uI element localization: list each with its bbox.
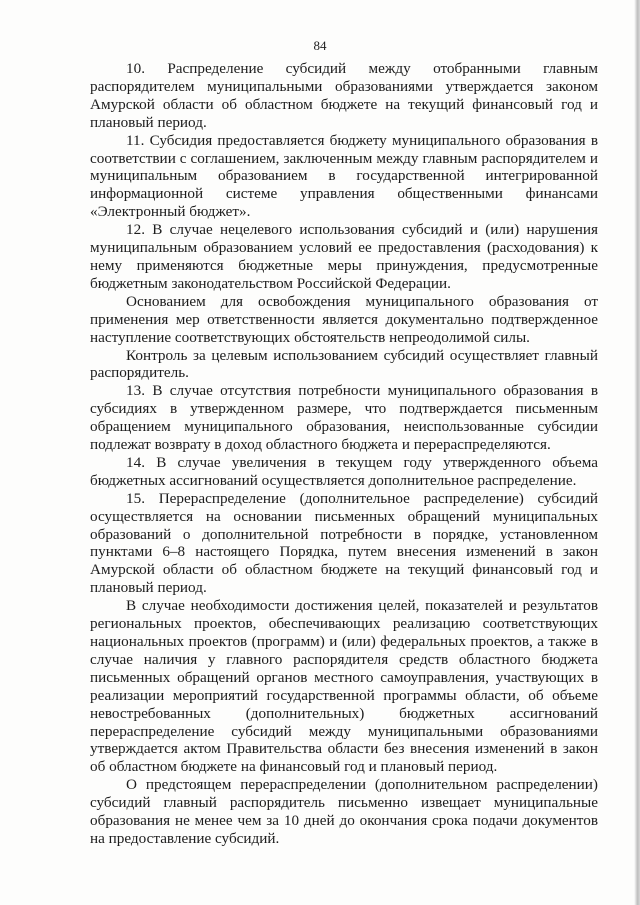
page-number: 84 (313, 38, 327, 53)
paragraph-13: 13. В случае отсутствия потребности муниципального образования в субсидиях в утвержденном размере, что подтверждается письменным обращением муниципального образования, неиспользованные субсидии подлежат возврату в доход областного бюджета и перераспределяются. (90, 382, 598, 454)
paragraph-12: 12. В случае нецелевого использования субсидий и (или) нарушения муниципальным образованием условий ее предоставления (расходования) к нему применяются бюджетные меры принуждения, предусмотренные бюджетным законодательством Российской Федерации. (90, 221, 598, 292)
paragraph-10: 10. Распределение субсидий между отобранными главным распорядителем муниципальными образованиями утверждается законом Амурской области об областном бюджете на текущий финансовый год и плановый период. (90, 60, 598, 131)
document-body (90, 60, 598, 848)
paragraph-redistribution-conditions: В случае необходимости достижения целей, показателей и результатов региональных проектов, обеспечивающих реализацию соответствующих национальных проектов (программ) и (или) федеральных проектов, а также в случае наличия у главного распорядителя средств областного бюджета письменных обращений органов местного самоуправления, участвующих в реализации мероприятий государственной программы области, об объеме невостребованных (дополнительных) бюджетных ассигнований перераспределение субсидий между муниципальными образованиями утверждается актом Правительства области без внесения изменений в закон об областном бюджете на финансовый год и плановый период. (90, 597, 598, 776)
paragraph-14: 14. В случае увеличения в текущем году утвержденного объема бюджетных ассигнований осуществляется дополнительное распределение. (90, 453, 598, 489)
paragraph-notification: О предстоящем перераспределении (дополнительном распределении) субсидий главный распорядитель письменно извещает муниципальные образования не менее чем за 10 дней до окончания срока подачи документов на предоставление субсидий. (90, 776, 598, 847)
paragraph-control: Контроль за целевым использованием субсидий осуществляет главный распорядитель. (90, 346, 598, 382)
paragraph-exemption: Основанием для освобождения муниципального образования от применения мер ответственности является документально подтвержденное наступление соответствующих обстоятельств непреодолимой силы. (90, 292, 598, 346)
paragraph-15: 15. Перераспределение (дополнительное распределение) субсидий осуществляется на основании письменных обращений муниципальных образований о дополнительной потребности в порядке, установленном пунктами 6–8 настоящего Порядка, путем внесения изменений в закон Амурской области об областном бюджете на текущий финансовый год и плановый период. (90, 489, 598, 597)
scan-edge-shadow (634, 0, 640, 905)
paragraph-11: 11. Субсидия предоставляется бюджету муниципального образования в соответствии с соглашением, заключенным между главным распорядителем и муниципальным образованием в государственной интегрированной информационной системе управления общественными финансами «Электронный бюджет». (90, 131, 598, 221)
